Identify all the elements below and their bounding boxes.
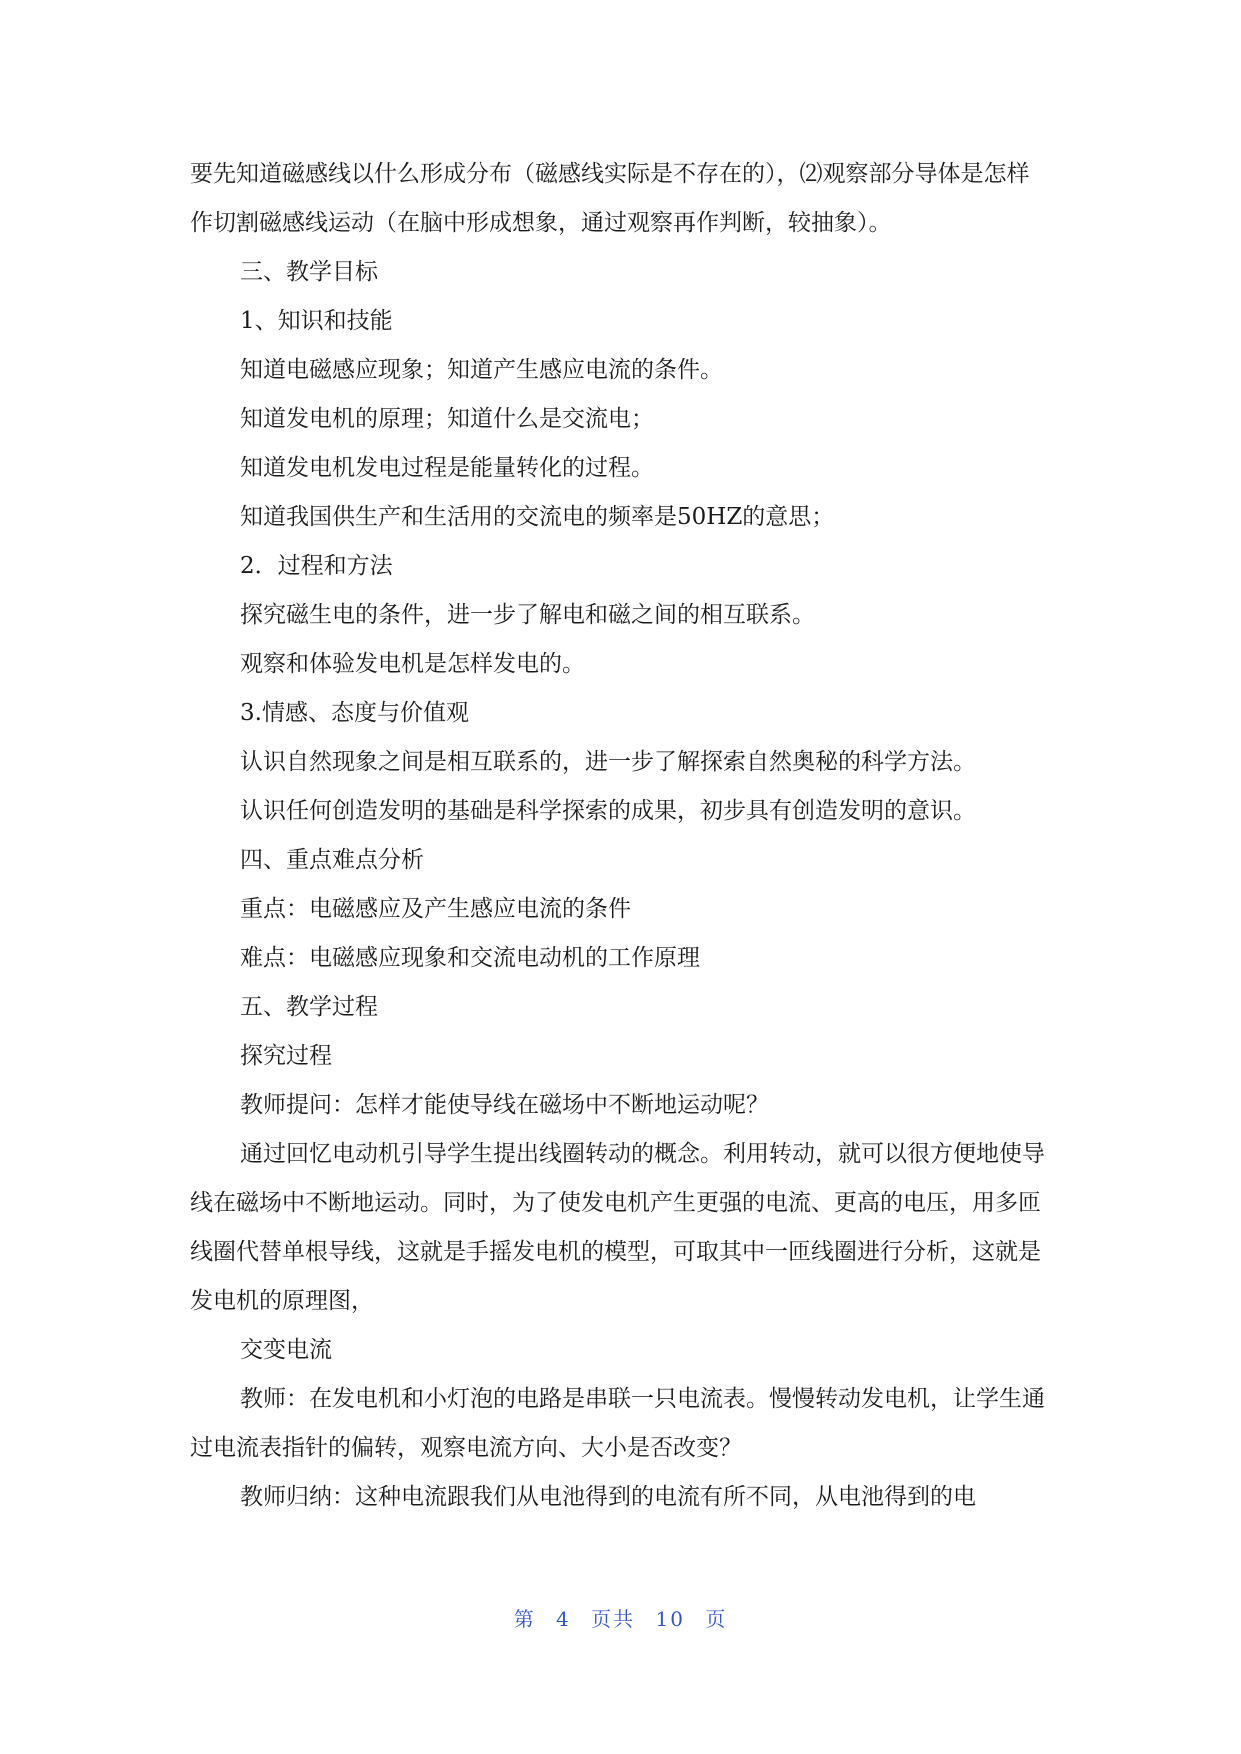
paragraph: 1、知识和技能 [240, 308, 393, 334]
paragraph: 三、教学目标 [240, 259, 378, 285]
paragraph: 通过回忆电动机引导学生提出线圈转动的概念。利用转动，就可以很方便地使导线在磁场中不断地运动。同时，为了使发电机产生更强的电流、更高的电压，用多匝线圈代替单根导线，这就是手摇发电机的模型，可取其中一匝线圈进行分析，这就是发电机的原理图， [190, 1141, 1045, 1314]
paragraph: 教师提问：怎样才能使导线在磁场中不断地运动呢？ [240, 1092, 769, 1118]
footer-middle: 页共 [591, 1607, 636, 1631]
paragraph: 四、重点难点分析 [240, 847, 424, 873]
paragraph: 交变电流 [240, 1337, 332, 1363]
paragraph: 教师归纳：这种电流跟我们从电池得到的电流有所不同，从电池得到的电 [240, 1484, 976, 1510]
document-body [190, 150, 1050, 1522]
paragraph: 知道发电机发电过程是能量转化的过程。 [240, 455, 654, 481]
paragraph: 探究过程 [240, 1043, 332, 1069]
paragraph: 要先知道磁感线以什么形成分布（磁感线实际是不存在的），⑵观察部分导体是怎样作切割磁感线运动（在脑中形成想象，通过观察再作判断，较抽象）。 [190, 161, 1030, 236]
paragraph: 3.情感、态度与价值观 [240, 700, 469, 726]
footer-current-page: 4 [556, 1607, 571, 1631]
paragraph: 观察和体验发电机是怎样发电的。 [240, 651, 585, 677]
paragraph: 知道电磁感应现象；知道产生感应电流的条件。 [240, 357, 723, 383]
footer-suffix: 页 [705, 1607, 728, 1631]
footer-prefix: 第 [513, 1607, 536, 1631]
paragraph: 难点：电磁感应现象和交流电动机的工作原理 [240, 945, 700, 971]
paragraph: 五、教学过程 [240, 994, 378, 1020]
paragraph: 认识任何创造发明的基础是科学探索的成果，初步具有创造发明的意识。 [240, 798, 976, 824]
paragraph: 2．过程和方法 [240, 553, 393, 579]
paragraph: 教师：在发电机和小灯泡的电路是串联一只电流表。慢慢转动发电机，让学生通过电流表指针的偏转，观察电流方向、大小是否改变？ [190, 1386, 1045, 1461]
paragraph: 认识自然现象之间是相互联系的，进一步了解探索自然奥秘的科学方法。 [240, 749, 976, 775]
page-footer [0, 1603, 1241, 1632]
paragraph: 知道我国供生产和生活用的交流电的频率是50HZ的意思； [240, 504, 835, 530]
paragraph: 重点：电磁感应及产生感应电流的条件 [240, 896, 631, 922]
paragraph: 知道发电机的原理；知道什么是交流电； [240, 406, 654, 432]
paragraph: 探究磁生电的条件，进一步了解电和磁之间的相互联系。 [240, 602, 815, 628]
footer-total-pages: 10 [655, 1607, 685, 1631]
